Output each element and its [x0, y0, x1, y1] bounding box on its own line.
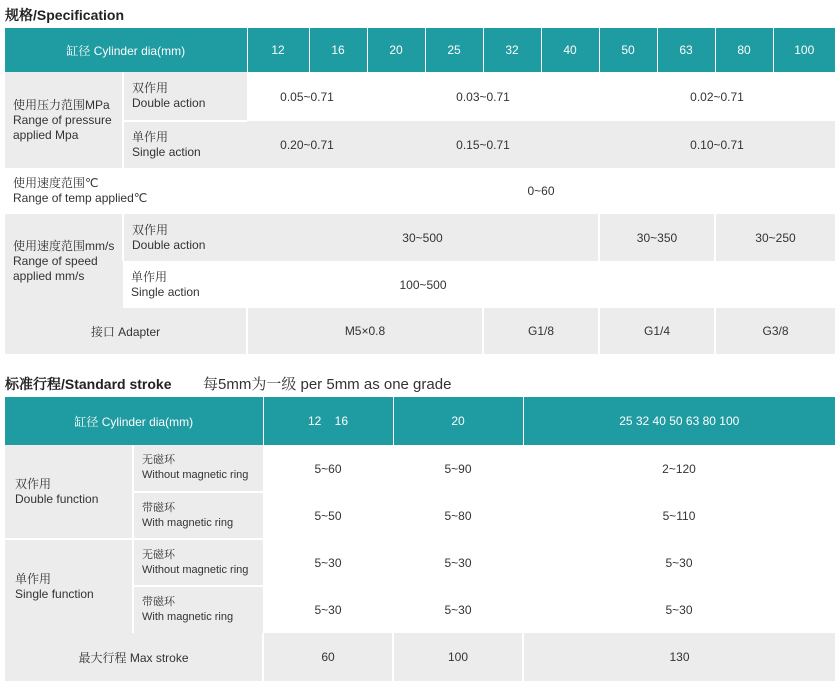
single-without-v3: 5~30: [523, 539, 835, 586]
speed-single-empty: [599, 261, 835, 308]
spec-table: [5, 28, 835, 354]
adapter-v2: G1/8: [483, 308, 599, 354]
speed-single-v1: 100~500: [247, 261, 599, 308]
double-without-v1: 5~60: [263, 445, 393, 492]
single-without-v1: 5~30: [263, 539, 393, 586]
bore-16: 16: [309, 28, 367, 72]
speed-double-v1: 30~500: [247, 214, 599, 261]
speed-double-v2: 30~350: [599, 214, 715, 261]
stroke-heading: 标准行程/Standard stroke: [5, 376, 172, 392]
spec-header-row: [5, 28, 835, 72]
temp-value: 0~60: [247, 168, 835, 214]
pressure-single-label: 单作用 Single action: [123, 121, 247, 168]
speed-single-row: [5, 261, 835, 308]
pressure-single-row: [5, 121, 835, 168]
single-function-label: 单作用 Single function: [5, 539, 133, 633]
pressure-double-v3: 0.02~0.71: [599, 72, 835, 121]
speed-double-v3: 30~250: [715, 214, 835, 261]
double-with-v1: 5~50: [263, 492, 393, 539]
bore-32: 32: [483, 28, 541, 72]
double-with-v3: 5~110: [523, 492, 835, 539]
bore-25: 25: [425, 28, 483, 72]
adapter-label: 接口 Adapter: [5, 308, 247, 354]
pressure-single-v1: 0.20~0.71: [247, 121, 367, 168]
spec-header-label: 缸径 Cylinder dia(mm): [5, 28, 247, 72]
double-without-v3: 2~120: [523, 445, 835, 492]
adapter-v1: M5×0.8: [247, 308, 483, 354]
spec-heading: 规格/Specification: [5, 7, 125, 23]
single-without-label: 无磁环 Without magnetic ring: [133, 539, 263, 586]
max-stroke-row: [5, 633, 835, 681]
max-stroke-v2: 100: [393, 633, 523, 681]
double-with-label: 带磁环 With magnetic ring: [133, 492, 263, 539]
temp-row: [5, 168, 835, 214]
bore-100: 100: [773, 28, 835, 72]
pressure-double-label: 双作用 Double action: [123, 72, 247, 121]
stroke-table: [5, 397, 835, 681]
max-stroke-v3: 130: [523, 633, 835, 681]
double-without-v2: 5~90: [393, 445, 523, 492]
pressure-single-v3: 0.10~0.71: [599, 121, 835, 168]
bore-63: 63: [657, 28, 715, 72]
pressure-double-v1: 0.05~0.71: [247, 72, 367, 121]
speed-double-row: [5, 214, 835, 261]
bore-40: 40: [541, 28, 599, 72]
single-without-v2: 5~30: [393, 539, 523, 586]
stroke-col-12-16: 12 16: [263, 397, 393, 445]
speed-single-label: 单作用 Single action: [123, 261, 247, 308]
adapter-row: [5, 308, 835, 354]
bore-50: 50: [599, 28, 657, 72]
double-without-row: [5, 445, 835, 492]
single-with-v3: 5~30: [523, 586, 835, 633]
single-with-v2: 5~30: [393, 586, 523, 633]
bore-12: 12: [247, 28, 309, 72]
speed-label: 使用速度范围mm/s Range of speed applied mm/s: [5, 214, 123, 308]
stroke-header-row: [5, 397, 835, 445]
pressure-label: 使用压力范围MPa Range of pressure applied Mpa: [5, 72, 123, 168]
max-stroke-label: 最大行程 Max stroke: [5, 633, 263, 681]
adapter-v4: G3/8: [715, 308, 835, 354]
max-stroke-v1: 60: [263, 633, 393, 681]
pressure-double-row: [5, 72, 835, 121]
adapter-v3: G1/4: [599, 308, 715, 354]
double-without-label: 无磁环 Without magnetic ring: [133, 445, 263, 492]
double-function-label: 双作用 Double function: [5, 445, 133, 539]
single-with-v1: 5~30: [263, 586, 393, 633]
bore-20: 20: [367, 28, 425, 72]
single-with-label: 带磁环 With magnetic ring: [133, 586, 263, 633]
double-with-v2: 5~80: [393, 492, 523, 539]
single-without-row: [5, 539, 835, 586]
pressure-single-v2: 0.15~0.71: [367, 121, 599, 168]
stroke-header-label: 缸径 Cylinder dia(mm): [5, 397, 263, 445]
stroke-subheading: 每5mm为一级 per 5mm as one grade: [203, 376, 452, 393]
pressure-double-v2: 0.03~0.71: [367, 72, 599, 121]
speed-double-label: 双作用 Double action: [123, 214, 247, 261]
bore-80: 80: [715, 28, 773, 72]
stroke-col-20: 20: [393, 397, 523, 445]
stroke-col-25-100: 25 32 40 50 63 80 100: [523, 397, 835, 445]
temp-label: 使用速度范围℃ Range of temp applied℃: [5, 168, 247, 214]
